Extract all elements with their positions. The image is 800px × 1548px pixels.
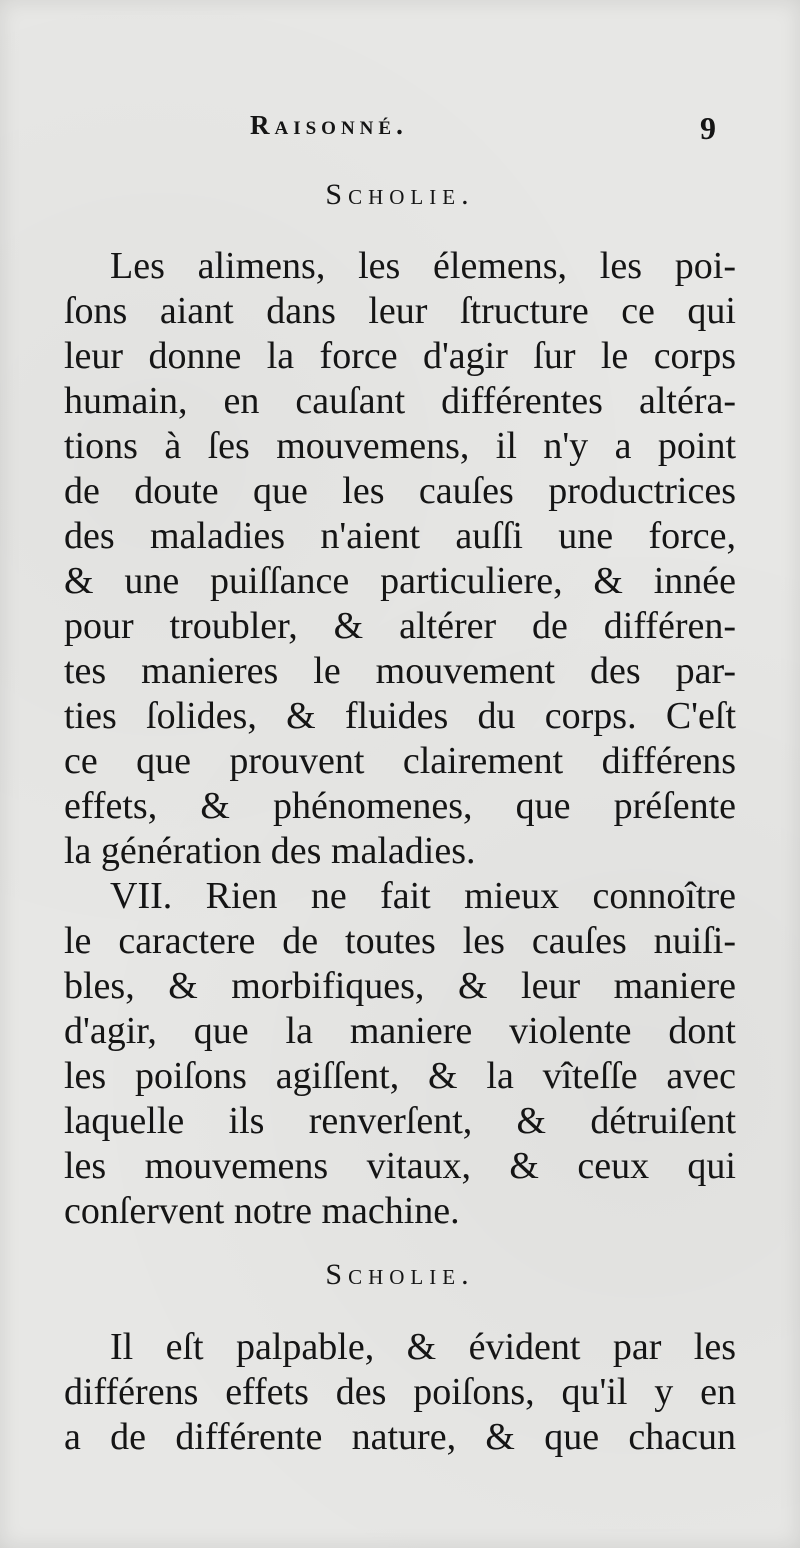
scholie-heading-1: Scholie.	[325, 178, 475, 211]
text-line: ſons aiant dans leur ſtructure ce qui	[64, 290, 736, 332]
text-line: laquelle ils renverſent, & détruiſent	[64, 1100, 736, 1142]
text-line: des maladies n'aient auſſi une force,	[64, 515, 736, 557]
page-number: 9	[700, 110, 716, 146]
text-line: tions à ſes mouvemens, il n'y a point	[64, 425, 736, 467]
text-line: a de différente nature, & que chacun	[64, 1416, 736, 1458]
scholie-heading-2: Scholie.	[325, 1258, 475, 1291]
text-line: pour troubler, & altérer de différen-	[64, 605, 736, 647]
running-title: Raisonné.	[250, 110, 408, 140]
text-line: ce que prouvent clairement différens	[64, 740, 736, 782]
text-line: d'agir, que la maniere violente dont	[64, 1010, 736, 1052]
text-line: les mouvemens vitaux, & ceux qui	[64, 1145, 736, 1187]
text-line: effets, & phénomenes, que préſente	[64, 785, 736, 827]
text-line: humain, en cauſant différentes altéra-	[64, 380, 736, 422]
text-line: VII. Rien ne fait mieux connoître	[110, 875, 736, 917]
text-line: la génération des maladies.	[64, 830, 476, 872]
text-line: leur donne la force d'agir ſur le corps	[64, 335, 736, 377]
text-line: le caractere de toutes les cauſes nuiſi-	[64, 920, 736, 962]
text-line: différens effets des poiſons, qu'il y en	[64, 1371, 736, 1413]
text-line: & une puiſſance particuliere, & innée	[64, 560, 736, 602]
text-line: ties ſolides, & fluides du corps. C'eſt	[64, 695, 736, 737]
numbered-paragraph-vii	[64, 874, 736, 1234]
text-line: bles, & morbifiques, & leur maniere	[64, 965, 736, 1007]
text-line: conſervent notre machine.	[64, 1190, 460, 1232]
scholie-paragraph-2	[64, 1325, 736, 1460]
text-line: Les alimens, les élemens, les poi-	[110, 245, 736, 287]
scholie-paragraph-1	[64, 244, 736, 874]
text-line: Il eſt palpable, & évident par les	[110, 1326, 736, 1368]
text-line: les poiſons agiſſent, & la vîteſſe avec	[64, 1055, 736, 1097]
text-line: de doute que les cauſes productrices	[64, 470, 736, 512]
text-line: tes manieres le mouvement des par-	[64, 650, 736, 692]
